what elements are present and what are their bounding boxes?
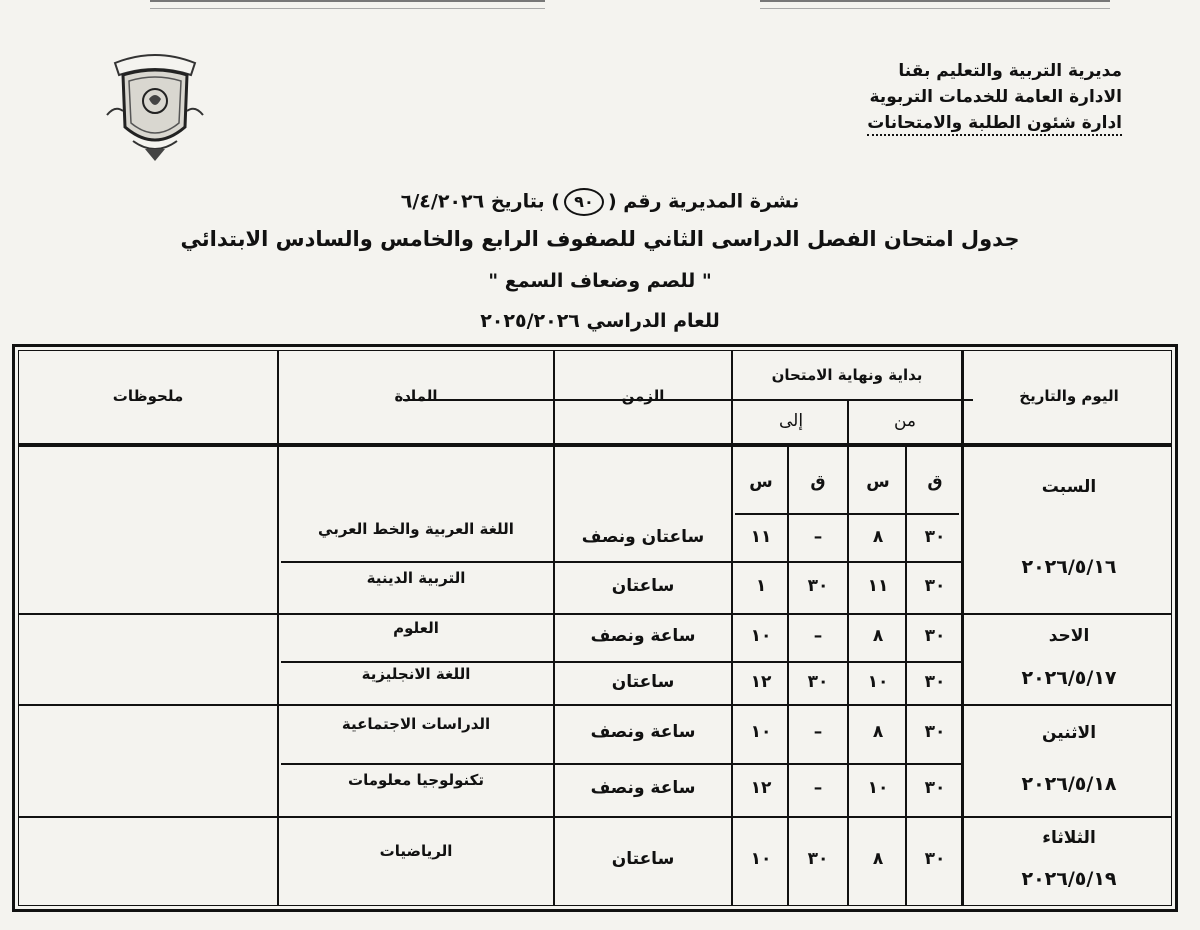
directorate-heading bbox=[867, 58, 1122, 136]
exam-subject: اللغة الانجليزية bbox=[361, 664, 471, 683]
top-border-line bbox=[150, 0, 1110, 9]
header-notes: ملحوظات bbox=[112, 387, 184, 405]
to-hour: ١٢ bbox=[750, 777, 772, 798]
from-hour: ٨ bbox=[872, 848, 884, 869]
to-minute: ٣٠ bbox=[807, 848, 829, 869]
schedule-title: جدول امتحان الفصل الدراسى الثاني للصفوف الرابع والخامس والسادس الابتدائي bbox=[180, 227, 1020, 251]
from-hour: ١١ bbox=[867, 575, 889, 596]
from-minute: ٣٠ bbox=[924, 575, 946, 596]
from-minute: ٣٠ bbox=[924, 848, 946, 869]
header-subject: المادة bbox=[394, 387, 438, 405]
from-hour: ٨ bbox=[872, 526, 884, 547]
header-start-end: بداية ونهاية الامتحان bbox=[771, 365, 923, 384]
exam-date: ٢٠٢٦/٥/١٦ bbox=[1021, 556, 1117, 578]
exam-date: ٢٠٢٦/٥/١٧ bbox=[1021, 667, 1117, 689]
header-duration: الزمن bbox=[621, 387, 665, 405]
to-minute: ٣٠ bbox=[807, 575, 829, 596]
day-name: الاحد bbox=[1048, 626, 1090, 646]
header-to-hour: س bbox=[749, 472, 773, 492]
from-minute: ٣٠ bbox=[924, 671, 946, 692]
exam-subject: الرياضيات bbox=[379, 841, 453, 860]
ministry-emblem-icon bbox=[95, 45, 215, 165]
exam-duration: ساعة ونصف bbox=[590, 777, 696, 798]
exam-subject: العلوم bbox=[393, 618, 439, 637]
bulletin-line bbox=[0, 188, 1200, 216]
exam-duration: ساعتان bbox=[611, 848, 675, 869]
to-minute: – bbox=[813, 777, 823, 798]
bulletin-prefix: نشرة المديرية رقم ( bbox=[607, 190, 800, 213]
header-from-hour: س bbox=[866, 472, 890, 492]
directorate-line-2: الادارة العامة للخدمات التربوية bbox=[869, 87, 1122, 107]
from-minute: ٣٠ bbox=[924, 526, 946, 547]
exam-duration: ساعة ونصف bbox=[590, 722, 696, 742]
to-hour: ١٢ bbox=[750, 671, 772, 692]
to-minute: – bbox=[813, 526, 823, 547]
header-to: إلى bbox=[778, 411, 804, 431]
bulletin-suffix: ) بتاريخ ٦/٤/٢٠٢٦ bbox=[400, 190, 560, 213]
bulletin-number: ٩٠ bbox=[564, 188, 604, 216]
exam-duration: ساعة ونصف bbox=[590, 625, 696, 646]
directorate-line-3-text: ادارة شئون الطلبة والامتحانات bbox=[867, 113, 1122, 136]
to-hour: ١ bbox=[755, 575, 767, 596]
exam-subject: اللغة العربية والخط العربي bbox=[318, 519, 514, 538]
directorate-line-3 bbox=[867, 110, 1122, 136]
from-hour: ١٠ bbox=[867, 777, 889, 798]
header-from: من bbox=[893, 411, 917, 431]
exam-date: ٢٠٢٦/٥/١٨ bbox=[1021, 773, 1117, 796]
from-hour: ٨ bbox=[872, 625, 884, 646]
header-day-date: اليوم والتاريخ bbox=[1019, 387, 1119, 405]
exam-duration: ساعتان bbox=[611, 671, 675, 692]
day-name: الاثنين bbox=[1041, 722, 1097, 743]
schedule-subtitle: " للصم وضعاف السمع " bbox=[488, 270, 712, 292]
header-from-minute: ق bbox=[927, 472, 943, 492]
exam-duration: ساعتان bbox=[611, 575, 675, 596]
to-minute: – bbox=[813, 722, 823, 742]
exam-subject: الدراسات الاجتماعية bbox=[341, 715, 491, 733]
from-hour: ٨ bbox=[872, 722, 884, 742]
to-hour: ١١ bbox=[750, 526, 772, 547]
directorate-line-1: مديرية التربية والتعليم بقنا bbox=[898, 61, 1122, 81]
exam-subject: التربية الدينية bbox=[366, 568, 466, 587]
from-hour: ١٠ bbox=[867, 671, 889, 692]
to-hour: ١٠ bbox=[750, 722, 772, 742]
to-hour: ١٠ bbox=[750, 625, 772, 646]
academic-year: للعام الدراسي ٢٠٢٥/٢٠٢٦ bbox=[480, 310, 720, 332]
exam-date: ٢٠٢٦/٥/١٩ bbox=[1021, 867, 1117, 890]
from-minute: ٣٠ bbox=[924, 722, 946, 742]
exam-subject: تكنولوجيا معلومات bbox=[348, 770, 484, 789]
exam-duration: ساعتان ونصف bbox=[581, 526, 705, 547]
to-minute: – bbox=[813, 625, 823, 646]
exam-schedule-table bbox=[12, 344, 1178, 912]
to-hour: ١٠ bbox=[750, 848, 772, 869]
to-minute: ٣٠ bbox=[807, 671, 829, 692]
day-name: الثلاثاء bbox=[1042, 828, 1096, 849]
day-name: السبت bbox=[1041, 477, 1097, 497]
header-to-minute: ق bbox=[810, 472, 826, 492]
from-minute: ٣٠ bbox=[924, 625, 946, 646]
from-minute: ٣٠ bbox=[924, 777, 946, 798]
